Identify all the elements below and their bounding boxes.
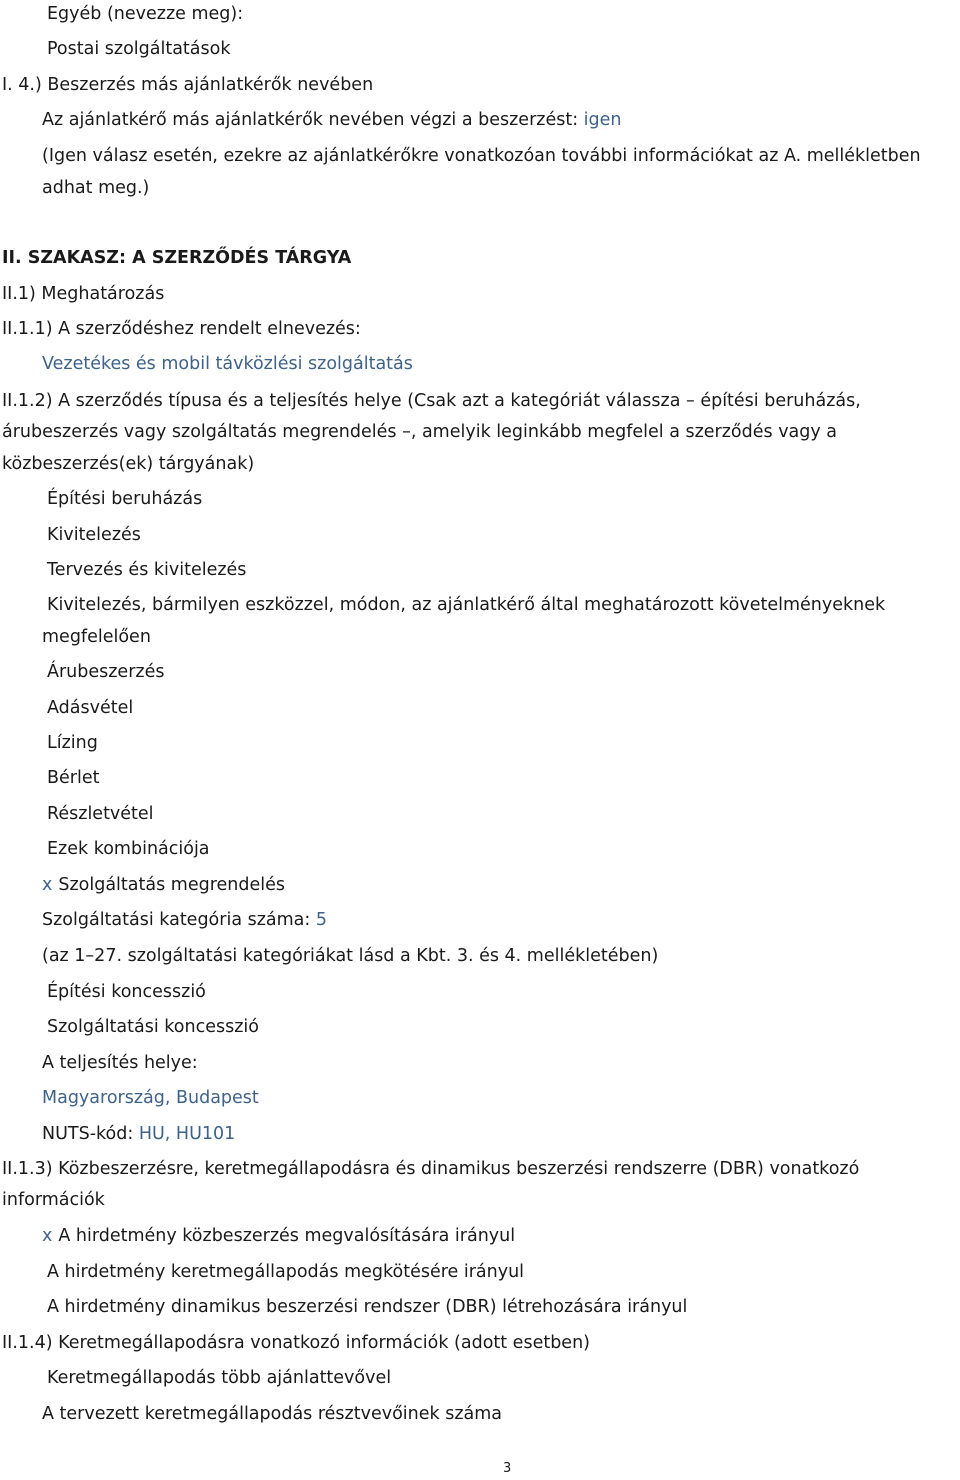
option-resztvevok-szama: A tervezett keretmegállapodás résztvevőinek száma (42, 1404, 502, 1424)
i4-answer: igen (583, 110, 622, 130)
option-kozbeszerzes (42, 1225, 515, 1247)
option-lizing: Lízing (47, 733, 98, 753)
i4-question (42, 109, 622, 131)
check-mark: x (42, 1226, 53, 1246)
option-szolgaltatasi-koncesszio: Szolgáltatási koncesszió (47, 1017, 259, 1037)
category-value: 5 (315, 910, 328, 930)
option-epitesi-beruhazas: Építési beruházás (47, 489, 203, 509)
ii12-line1: II.1.2) A szerződés típusa és a teljesítés helye (Csak azt a kategóriát válassza – építési beruházás, (2, 391, 861, 411)
ii13-line2: információk (2, 1190, 105, 1210)
nuts-label: NUTS-kód: (42, 1124, 134, 1144)
category-note: (az 1–27. szolgáltatási kategóriákat lásd a Kbt. 3. és 4. mellékletében) (42, 946, 659, 966)
option-tervezes-kivitelezes: Tervezés és kivitelezés (47, 560, 247, 580)
option-kivitelezes: Kivitelezés (47, 525, 141, 545)
ii11-label: II.1.1) A szerződéshez rendelt elnevezés: (2, 319, 361, 339)
option-kivitelezes-barmilyen-line1: Kivitelezés, bármilyen eszközzel, módon, az ajánlatkérő által meghatározott követelményeknek (47, 595, 886, 615)
i4-question-text: Az ajánlatkérő más ajánlatkérők nevében végzi a beszerzést: (42, 110, 579, 130)
place-label: A teljesítés helye: (42, 1053, 198, 1073)
ii12-line2: árubeszerzés vagy szolgáltatás megrendelés –, amelyik leginkább megfelel a szerződés vagy a (2, 422, 838, 442)
i4-note-line2: adhat meg.) (42, 178, 150, 198)
i4-heading: I. 4.) Beszerzés más ajánlatkérők nevében (2, 75, 374, 95)
option-epitesi-koncesszio: Építési koncesszió (47, 982, 206, 1002)
nuts-value: HU, HU101 (138, 1124, 236, 1144)
ii14-heading: II.1.4) Keretmegállapodásra vonatkozó információk (adott esetben) (2, 1333, 590, 1353)
option-adasvetel: Adásvétel (47, 698, 134, 718)
option-dbr: A hirdetmény dinamikus beszerzési rendszer (DBR) létrehozására irányul (47, 1297, 688, 1317)
i4-note-line1: (Igen válasz esetén, ezekre az ajánlatkérőkre vonatkozóan további információkat az A. mellékletben (42, 146, 921, 166)
ii12-line3: közbeszerzés(ek) tárgyának) (2, 454, 255, 474)
category-row (42, 909, 327, 931)
page-number: 3 (503, 1461, 512, 1476)
option-kozbeszerzes-label: A hirdetmény közbeszerzés megvalósítására irányul (58, 1226, 516, 1246)
nuts-row (42, 1123, 235, 1145)
option-szolgaltatas-label: Szolgáltatás megrendelés (58, 875, 285, 895)
check-mark: x (42, 875, 53, 895)
option-reszletvetel: Részletvétel (47, 804, 154, 824)
option-kombinacio: Ezek kombinációja (47, 839, 210, 859)
option-keretmegallapodas: A hirdetmény keretmegállapodás megkötésére irányul (47, 1262, 525, 1282)
place-value: Magyarország, Budapest (42, 1088, 259, 1108)
option-kivitelezes-barmilyen-line2: megfelelően (42, 627, 151, 647)
option-szolgaltatas (42, 874, 285, 896)
ii1-heading: II.1) Meghatározás (2, 284, 165, 304)
category-label: Szolgáltatási kategória száma: (42, 910, 311, 930)
other-value: Postai szolgáltatások (47, 39, 231, 59)
option-tobb-ajanlattevo: Keretmegállapodás több ajánlattevővel (47, 1368, 392, 1388)
other-label: Egyéb (nevezze meg): (47, 4, 244, 24)
ii13-line1: II.1.3) Közbeszerzésre, keretmegállapodásra és dinamikus beszerzési rendszerre (DBR) vonatkozó (2, 1159, 860, 1179)
option-arubeszerzes: Árubeszerzés (47, 662, 165, 682)
option-berlet: Bérlet (47, 768, 100, 788)
section-title: II. SZAKASZ: A SZERZŐDÉS TÁRGYA (2, 248, 352, 268)
ii11-value: Vezetékes és mobil távközlési szolgáltatás (42, 354, 413, 374)
